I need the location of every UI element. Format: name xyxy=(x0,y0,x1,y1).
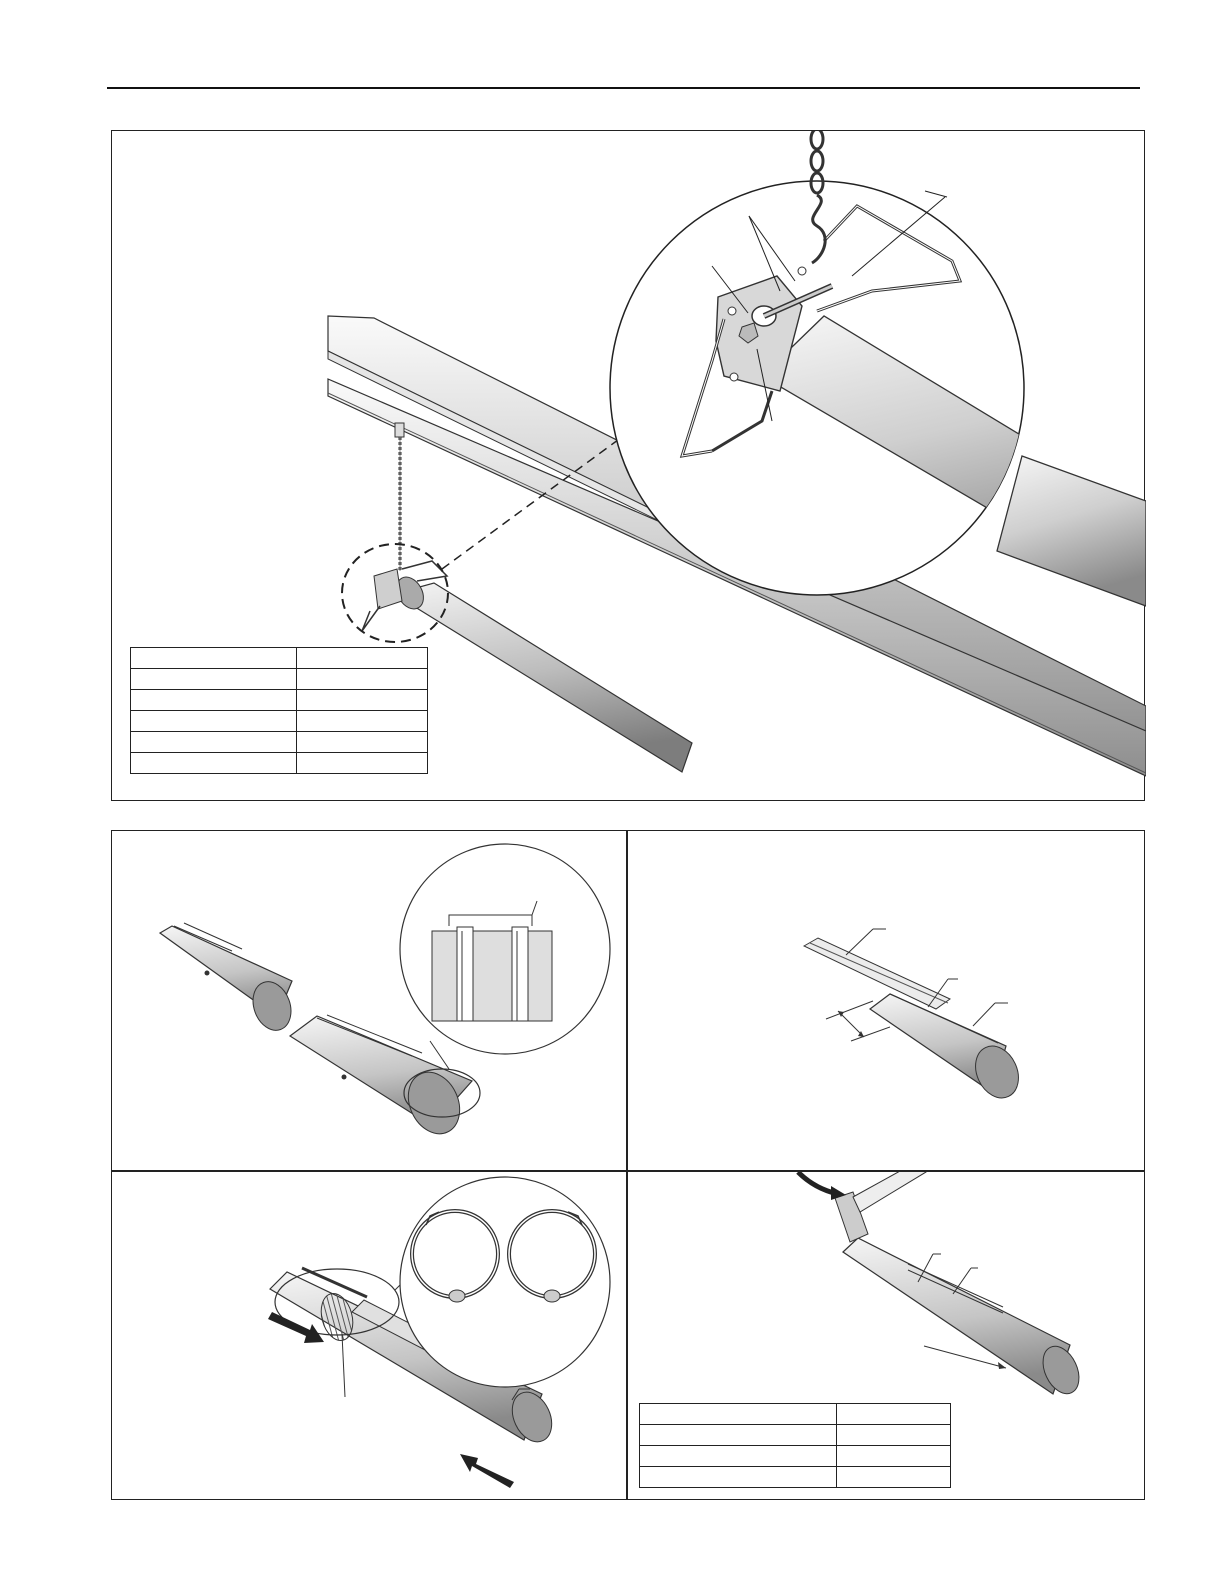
pipe-half-left xyxy=(159,831,297,1170)
table-row xyxy=(640,1467,951,1488)
header-rule xyxy=(107,87,1140,89)
pipe-insert-measurement-illustration xyxy=(628,831,1146,1170)
table-row xyxy=(131,648,428,669)
table-row xyxy=(640,1404,951,1425)
table-row xyxy=(640,1446,951,1467)
magnified-detail xyxy=(610,131,1146,606)
overview-table xyxy=(130,647,428,774)
table-row xyxy=(131,690,428,711)
slot-detail-magnified xyxy=(400,844,610,1054)
table-row xyxy=(131,711,428,732)
hanger-chain xyxy=(395,423,404,571)
rotation-tool xyxy=(835,1172,926,1242)
table-row xyxy=(131,732,428,753)
figure-grid xyxy=(111,830,1145,1500)
pipe-assembly xyxy=(843,1238,1086,1399)
pipe-ring-crimp-illustration xyxy=(112,1172,626,1502)
ring-detail-magnified xyxy=(400,1177,610,1387)
pipe xyxy=(391,572,692,772)
pipe-halves-slot-illustration xyxy=(112,831,626,1170)
table-row xyxy=(131,669,428,690)
figure-panel-overview xyxy=(111,130,1145,801)
table-row xyxy=(640,1425,951,1446)
rotation-table xyxy=(639,1403,951,1488)
table-row xyxy=(131,753,428,774)
push-arrow-right xyxy=(460,1454,514,1488)
pipe-segment xyxy=(870,994,1027,1105)
